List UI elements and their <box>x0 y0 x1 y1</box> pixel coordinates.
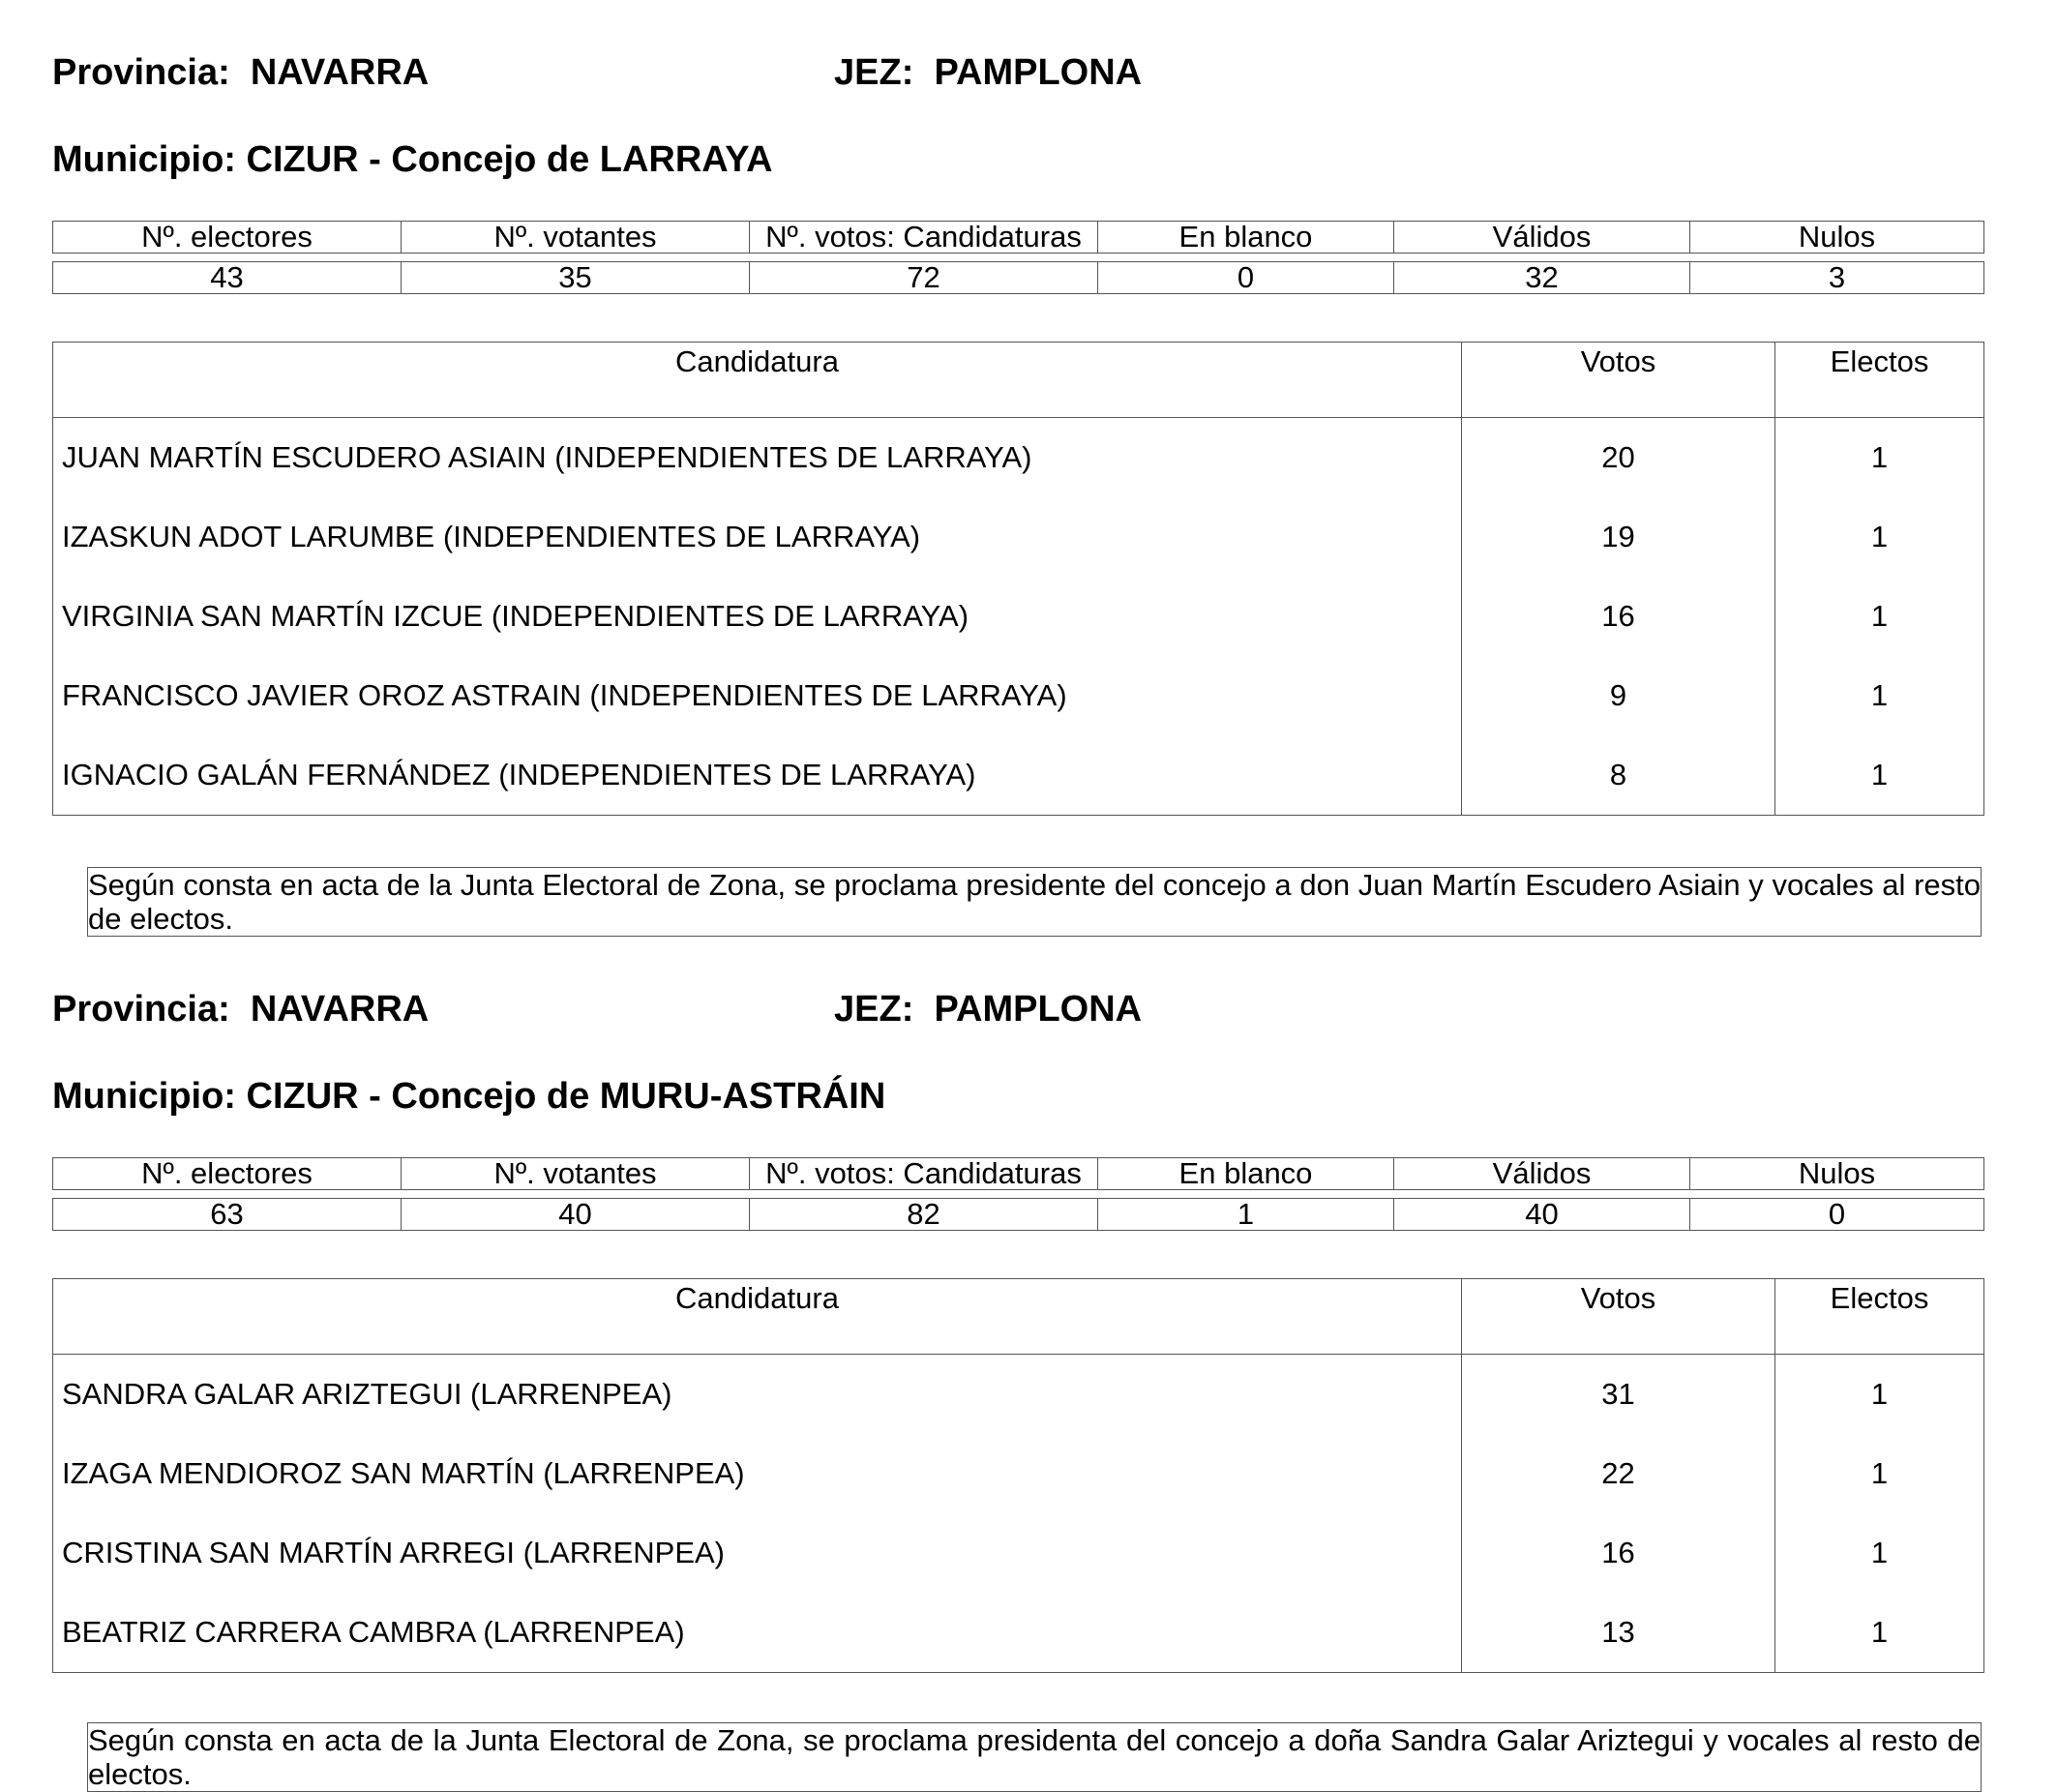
candidate-votos: 13 <box>1462 1593 1775 1673</box>
provincia-value: NAVARRA <box>250 52 430 93</box>
stats-value-votos-candidaturas: 82 <box>750 1199 1098 1231</box>
stats-header-votos-candidaturas: Nº. votos: Candidaturas <box>750 222 1098 254</box>
stats-value-votantes: 40 <box>402 1199 750 1231</box>
stats-value-validos: 40 <box>1394 1199 1690 1231</box>
candidate-votos: 16 <box>1462 577 1775 656</box>
stats-values-table <box>52 261 1984 294</box>
candidate-electos: 1 <box>1775 735 1984 816</box>
municipio-heading <box>52 1075 885 1118</box>
stats-header-validos: Válidos <box>1394 222 1690 254</box>
provincia-label: Provincia: <box>52 52 230 93</box>
stats-value-en-blanco: 1 <box>1098 1199 1394 1231</box>
candidate-votos: 8 <box>1462 735 1775 816</box>
stats-value-nulos: 3 <box>1690 262 1984 294</box>
table-row <box>53 735 1984 816</box>
stats-header-votantes: Nº. votantes <box>402 222 750 254</box>
stats-values-table <box>52 1198 1984 1231</box>
candidate-name: BEATRIZ CARRERA CAMBRA (LARRENPEA) <box>62 1615 685 1649</box>
candidate-electos: 1 <box>1775 577 1984 656</box>
stats-header-en-blanco: En blanco <box>1098 222 1394 254</box>
stats-value-validos: 32 <box>1394 262 1690 294</box>
candidate-electos: 1 <box>1775 418 1984 498</box>
stats-value-en-blanco: 0 <box>1098 262 1394 294</box>
candidate-electos: 1 <box>1775 656 1984 735</box>
candidate-electos: 1 <box>1775 497 1984 577</box>
proclamation-note: Según consta en acta de la Junta Electoral de Zona, se proclama presidente del concejo a don Juan Martín Escudero Asiain y vocales al resto de electos. <box>88 868 1981 936</box>
jez-label: JEZ: <box>834 52 914 93</box>
stats-value-electores: 63 <box>53 1199 402 1231</box>
candidate-name: SANDRA GALAR ARIZTEGUI (LARRENPEA) <box>62 1377 672 1411</box>
table-row <box>53 577 1984 656</box>
stats-header-electores: Nº. electores <box>53 1158 402 1190</box>
municipio-value: CIZUR - Concejo de MURU-ASTRÁIN <box>246 1076 886 1117</box>
candidate-votos: 16 <box>1462 1513 1775 1593</box>
cand-header-votos: Votos <box>1462 1279 1775 1355</box>
candidate-votos: 9 <box>1462 656 1775 735</box>
table-row <box>53 1434 1984 1513</box>
table-row <box>53 497 1984 577</box>
stats-value-votantes: 35 <box>402 262 750 294</box>
stats-header-votantes: Nº. votantes <box>402 1158 750 1190</box>
table-row <box>53 1593 1984 1673</box>
candidate-name: JUAN MARTÍN ESCUDERO ASIAIN (INDEPENDIENTES DE LARRAYA) <box>62 440 1032 474</box>
candidates-table <box>52 342 1984 816</box>
stats-header-table <box>52 221 1984 254</box>
stats-header-validos: Válidos <box>1394 1158 1690 1190</box>
municipio-value: CIZUR - Concejo de LARRAYA <box>246 139 773 180</box>
table-row <box>53 1355 1984 1435</box>
candidate-electos: 1 <box>1775 1355 1984 1435</box>
stats-header-table <box>52 1157 1984 1190</box>
jez-label: JEZ: <box>834 989 914 1030</box>
candidate-name: FRANCISCO JAVIER OROZ ASTRAIN (INDEPENDIENTES DE LARRAYA) <box>62 678 1067 712</box>
stats-header-nulos: Nulos <box>1690 222 1984 254</box>
candidate-name: CRISTINA SAN MARTÍN ARREGI (LARRENPEA) <box>62 1536 725 1569</box>
provincia-heading <box>52 988 429 1030</box>
candidate-electos: 1 <box>1775 1434 1984 1513</box>
candidate-votos: 31 <box>1462 1355 1775 1435</box>
jez-value: PAMPLONA <box>934 989 1143 1030</box>
stats-value-nulos: 0 <box>1690 1199 1984 1231</box>
stats-header-electores: Nº. electores <box>53 222 402 254</box>
candidate-votos: 20 <box>1462 418 1775 498</box>
cand-header-electos: Electos <box>1775 1279 1984 1355</box>
candidate-name: IZAGA MENDIOROZ SAN MARTÍN (LARRENPEA) <box>62 1456 745 1490</box>
cand-header-electos: Electos <box>1775 343 1984 418</box>
stats-value-votos-candidaturas: 72 <box>750 262 1098 294</box>
stats-value-electores: 43 <box>53 262 402 294</box>
candidate-votos: 22 <box>1462 1434 1775 1513</box>
table-row <box>53 1513 1984 1593</box>
proclamation-note: Según consta en acta de la Junta Electoral de Zona, se proclama presidenta del concejo a doña Sandra Galar Ariztegui y vocales al resto de electos. <box>88 1723 1981 1791</box>
cand-header-votos: Votos <box>1462 343 1775 418</box>
jez-heading <box>834 988 1142 1030</box>
candidates-table <box>52 1278 1984 1673</box>
candidate-name: VIRGINIA SAN MARTÍN IZCUE (INDEPENDIENTES DE LARRAYA) <box>62 599 969 633</box>
jez-value: PAMPLONA <box>934 52 1143 93</box>
candidate-electos: 1 <box>1775 1593 1984 1673</box>
municipio-label: Municipio: <box>52 139 236 180</box>
candidate-name: IZASKUN ADOT LARUMBE (INDEPENDIENTES DE LARRAYA) <box>62 520 921 553</box>
stats-header-nulos: Nulos <box>1690 1158 1984 1190</box>
provincia-label: Provincia: <box>52 989 230 1030</box>
provincia-value: NAVARRA <box>250 989 430 1030</box>
candidate-name: IGNACIO GALÁN FERNÁNDEZ (INDEPENDIENTES DE LARRAYA) <box>62 758 976 791</box>
cand-header-candidatura: Candidatura <box>53 1279 1462 1355</box>
candidate-votos: 19 <box>1462 497 1775 577</box>
candidate-electos: 1 <box>1775 1513 1984 1593</box>
table-row <box>53 418 1984 498</box>
municipio-label: Municipio: <box>52 1076 236 1117</box>
jez-heading <box>834 51 1142 94</box>
municipio-heading <box>52 138 773 181</box>
provincia-heading <box>52 51 429 94</box>
table-row <box>53 656 1984 735</box>
stats-header-en-blanco: En blanco <box>1098 1158 1394 1190</box>
cand-header-candidatura: Candidatura <box>53 343 1462 418</box>
stats-header-votos-candidaturas: Nº. votos: Candidaturas <box>750 1158 1098 1190</box>
